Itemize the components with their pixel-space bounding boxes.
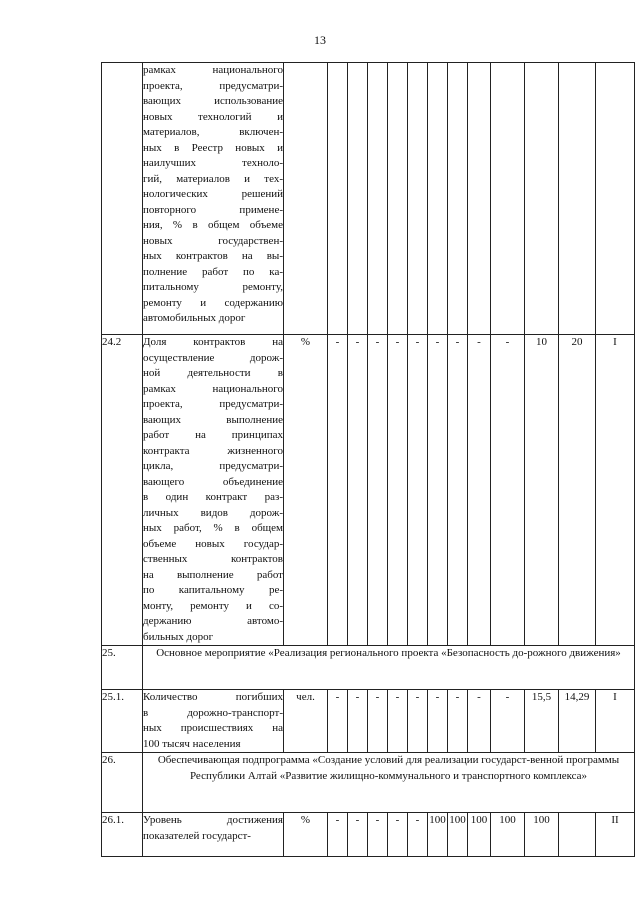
description-line: Количество погибших [143,691,283,703]
description-line: гий, материалов и тех- [143,172,283,185]
value-cell [368,63,388,335]
description-line: автомобильных дорог [143,312,246,324]
description-line: новых государствен- [143,234,283,247]
indicators-table [101,62,635,857]
description-line: повторного примене- [143,203,283,216]
level-cell: II [596,813,635,857]
description-line: держанию автомо- [143,615,283,627]
description-line: цикла, предусматри- [143,460,283,472]
value-cell: - [328,813,348,857]
value-cell: - [448,335,468,646]
value-cell: - [408,813,428,857]
description-line: 100 тысяч населения [143,737,241,750]
description-line: ния, % в общем объеме [143,219,283,231]
value-cell: - [468,335,491,646]
description-line: ной деятельности в [143,367,283,379]
description-line: по капитальному ре- [143,584,283,596]
indicator-description [143,813,284,857]
value-cell [348,63,368,335]
value-cell [559,813,596,857]
section-title: Обеспечивающая подпрограмма «Создание условий для реализации государст-венной программы Республики Алтай «Развитие жилищно-коммунального и транспортного комплекса» [143,753,635,813]
description-line: ремонту и содержанию [143,296,283,309]
unit-cell: % [284,813,328,857]
description-line: вающих использование [143,95,283,107]
table-row [102,690,635,753]
value-cell: 14,29 [559,690,596,753]
description-line: рамках национального [143,382,283,395]
value-cell: - [368,335,388,646]
value-cell: 15,5 [525,690,559,753]
value-cell: - [428,335,448,646]
value-cell [388,63,408,335]
description-line: ных контрактов на вы- [143,250,283,262]
description-line: личных видов дорож- [143,506,283,519]
row-number: 25.1. [102,690,143,753]
description-line: Доля контрактов на [143,336,283,348]
description-line: осуществление дорож- [143,351,283,364]
description-line: наилучших техноло- [143,157,283,169]
value-cell: - [348,813,368,857]
value-cell [525,63,559,335]
description-line: в один контракт раз- [143,491,283,503]
value-cell [491,63,525,335]
description-line: ных в Реестр новых и [143,141,283,154]
section-row [102,646,635,690]
value-cell: 100 [428,813,448,857]
page-number: 13 [314,33,326,47]
indicator-description [143,63,284,335]
value-cell [328,63,348,335]
description-line: ственных контрактов [143,553,283,565]
value-cell: - [348,690,368,753]
value-cell: - [448,690,468,753]
section-title: Основное мероприятие «Реализация регионального проекта «Безопасность до-рожного движения» [143,646,635,690]
description-line: контракта жизненного [143,444,283,457]
value-cell: 100 [468,813,491,857]
value-cell: - [388,335,408,646]
indicator-description [143,690,284,753]
description-line: полнение работ по ка- [143,265,283,278]
unit-cell: чел. [284,690,328,753]
row-number: 26.1. [102,813,143,857]
value-cell: - [368,813,388,857]
level-cell: I [596,335,635,646]
description-line: в дорожно-транспорт- [143,706,283,719]
value-cell: - [328,335,348,646]
value-cell: - [368,690,388,753]
description-line: показателей государст- [143,829,251,842]
value-cell: 20 [559,335,596,646]
value-cell [559,63,596,335]
description-line: рамках национального [143,64,283,76]
description-line: Уровень достижения [143,814,283,826]
value-cell: - [388,690,408,753]
description-line: монту, ремонту и со- [143,599,283,612]
description-line: вающего объединение [143,475,283,488]
description-line: проекта, предусматри- [143,398,283,410]
level-cell: I [596,690,635,753]
row-number: 25. [102,646,143,690]
value-cell: 10 [525,335,559,646]
unit-cell [284,63,328,335]
value-cell: 100 [525,813,559,857]
value-cell: - [428,690,448,753]
description-line: новых технологий и [143,110,283,123]
value-cell: - [491,335,525,646]
description-line: объеме новых государ- [143,537,283,550]
value-cell: - [468,690,491,753]
value-cell [448,63,468,335]
description-line: ных работ, % в общем [143,522,283,534]
value-cell: - [388,813,408,857]
value-cell: 100 [448,813,468,857]
section-row [102,753,635,813]
description-line: работ на принципах [143,429,283,441]
value-cell [468,63,491,335]
value-cell: 100 [491,813,525,857]
description-line: ных происшествиях на [143,722,283,734]
row-number: 26. [102,753,143,813]
value-cell [428,63,448,335]
description-line: питальному ремонту, [143,281,283,293]
value-cell: - [408,335,428,646]
description-line: материалов, включен- [143,126,283,138]
description-line: вающих выполнение [143,413,283,426]
value-cell: - [328,690,348,753]
value-cell: - [408,690,428,753]
description-line: на выполнение работ [143,568,283,581]
row-number [102,63,143,335]
level-cell [596,63,635,335]
value-cell: - [491,690,525,753]
table-row [102,335,635,646]
table-row [102,63,635,335]
description-line: проекта, предусматри- [143,79,283,92]
value-cell [408,63,428,335]
table-row [102,813,635,857]
description-line: нологических решений [143,188,283,200]
row-number: 24.2 [102,335,143,646]
value-cell: - [348,335,368,646]
description-line: бильных дорог [143,630,214,643]
indicator-description [143,335,284,646]
unit-cell: % [284,335,328,646]
